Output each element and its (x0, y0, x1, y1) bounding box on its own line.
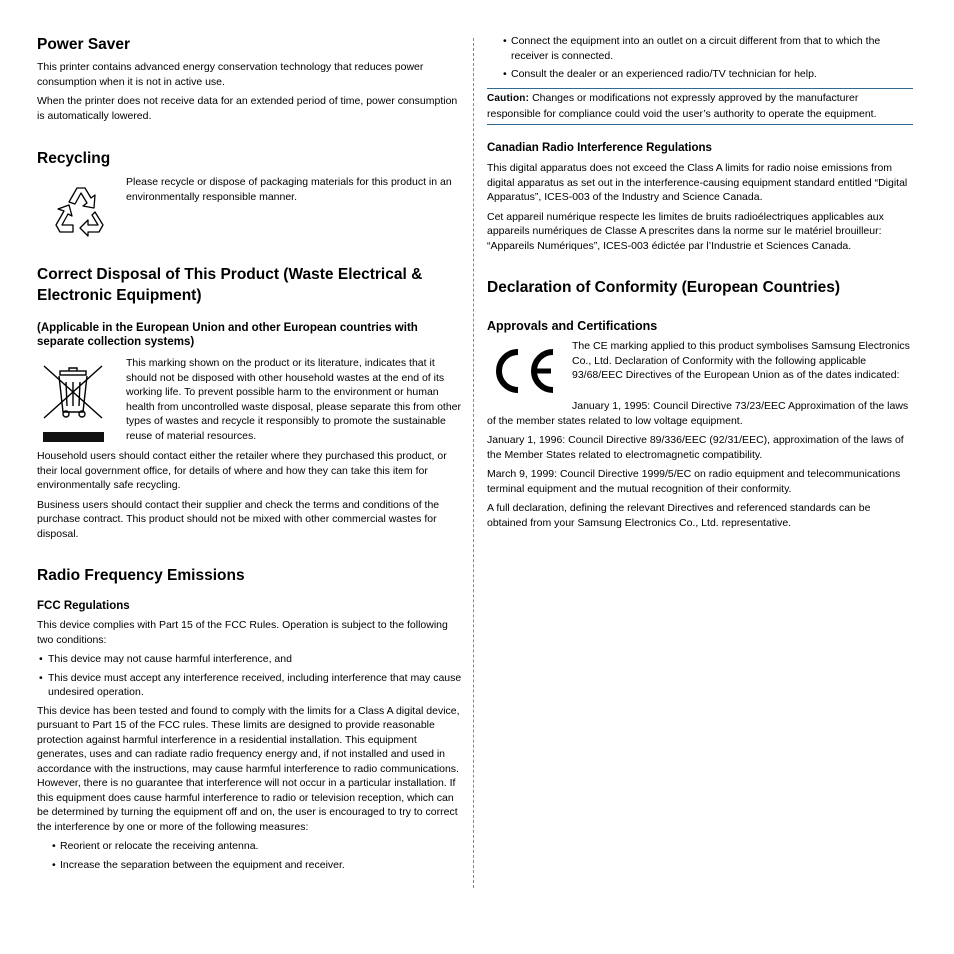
list-item: • Consult the dealer or an experienced radio/TV technician for help. (501, 67, 913, 82)
doc-title: Declaration of Conformity (European Countries) (487, 279, 841, 296)
fcc-measures-list (50, 839, 462, 872)
power-saver-section (37, 34, 462, 128)
recycle-icon (45, 180, 113, 253)
canadian-paragraph-2: Cet appareil numérique respecte les limites de bruits radioélectriques applicables aux appareils numériques de Classe A prescrites dans la norme sur le matériel brouilleur: “Appareils Numériques”, ICES-003 édictée par l’Industrie et Sciences Canada. (487, 210, 884, 252)
doc-paragraph-4: March 9, 1999: Council Directive 1999/5/EC on radio equipment and telecommunications terminal equipment and the mutual recognition of their conformity. (487, 468, 901, 495)
doc-paragraph-3: January 1, 1996: Council Directive 89/336/EEC (92/31/EEC), approximation of the laws of the Member States related to electromagnetic compatibility. (487, 434, 904, 461)
ce-text (572, 339, 913, 388)
weee-more (37, 449, 462, 546)
caution-text: Changes or modifications not expressly approved by the manufacturer responsible for compliance could void the user’s authority to operate the equipment. (487, 92, 877, 120)
recycling-title: Recycling (37, 150, 111, 167)
column-divider (473, 38, 474, 888)
power-saver-paragraph-2: When the printer does not receive data for an extended period of time, power consumption is automatically lowered. (37, 95, 458, 122)
doc-paragraph-5: A full declaration, defining the relevant Directives and referenced standards can be obtained from your Samsung Electronics Co., Ltd. representative. (487, 502, 871, 529)
power-saver-title: Power Saver (37, 36, 131, 53)
weee-subtitle: (Applicable in the European Union and other European countries with separate collection systems) (37, 322, 418, 348)
recycling-section (37, 148, 462, 169)
fcc-paragraph-2: This device has been tested and found to comply with the limits for a Class A digital device, pursuant to Part 15 of the FCC rules. These limits are designed to provide reasonable protection against harmful interference in a residential installation. This equipment generates, uses and can radiate radio frequency energy and, if not installed and used in accordance with the instructions, may cause harmful interference to radio communications. However, there is no guarantee that interference will not occur in a particular installation. If this equipment does cause harmful interference to radio or television reception, which can be determined by turning the equipment off and on, the user is encouraged to try to correct the interference by one or more of the following measures: (37, 704, 460, 833)
weee-paragraph-2: Household users should contact either the retailer where they purchased this product, or their local government office, for details of where and how they can take this item for environmentally safe recycling. (37, 450, 447, 491)
weee-paragraph-1: This marking shown on the product or its literature, indicates that it should not be disposed with other household wastes at the end of its working life. To prevent possible harm to the environment or human health from uncontrolled waste disposal, please separate this from other types of wastes and recycle it responsibly to promote the sustainable reuse of material resources. (126, 357, 462, 442)
recycling-paragraph: Please recycle or dispose of packaging materials for this product in an environmentally responsible manner. (126, 176, 452, 203)
fcc-measures-list-continued (501, 34, 913, 82)
approvals-title: Approvals and Certifications (487, 319, 658, 333)
weee-subtitle-block (37, 321, 462, 349)
fcc-measures-continued (487, 34, 913, 86)
approvals-section (487, 318, 913, 334)
caution-box (487, 88, 913, 125)
rf-title: Radio Frequency Emissions (37, 567, 245, 584)
list-item: • This device may not cause harmful interference, and (37, 652, 462, 667)
caution-paragraph (487, 91, 913, 121)
recycling-text (126, 175, 462, 209)
canadian-paragraph-1: This digital apparatus does not exceed the Class A limits for radio noise emissions from digital apparatus as set out in the interference-causing equipment standard entitled “Digital Apparatus”, ICES-003 of the Industry and Science Canada. (487, 162, 908, 203)
rf-section (37, 565, 462, 586)
canadian-section (487, 141, 913, 258)
power-saver-paragraph-1: This printer contains advanced energy conservation technology that reduces power consumption when it is not in active use. (37, 61, 424, 88)
caution-label: Caution: (487, 93, 530, 104)
weee-section (37, 264, 462, 306)
list-item: • Increase the separation between the equipment and receiver. (50, 858, 462, 873)
list-item: • Connect the equipment into an outlet on a circuit different from that to which the receiver is connected. (501, 34, 913, 63)
list-item: • Reorient or relocate the receiving antenna. (50, 839, 462, 854)
doc-paragraph-1: The CE marking applied to this product symbolises Samsung Electronics Co., Ltd. Declaration of Conformity with the following applicable 93/68/EEC Directives of the European Union as of the dates indicated: (572, 340, 910, 381)
weee-title: Correct Disposal of This Product (Waste Electrical & Electronic Equipment) (37, 266, 423, 304)
fcc-section (37, 599, 462, 876)
crossed-bin-icon (40, 360, 106, 449)
weee-text (126, 356, 462, 448)
fcc-title: FCC Regulations (37, 600, 130, 612)
fcc-conditions-list (37, 652, 462, 700)
ce-mark-icon (489, 346, 559, 401)
doc-paragraph-2: January 1, 1995: Council Directive 73/23/EEC Approximation of the laws of the member states related to low voltage equipment. (487, 400, 909, 427)
doc-section (487, 277, 913, 298)
list-item: • This device must accept any interference received, including interference that may cause undesired operation. (37, 671, 462, 700)
weee-paragraph-3: Business users should contact their supplier and check the terms and conditions of the purchase contract. This product should not be mixed with other commercial wastes for disposal. (37, 498, 440, 540)
doc-directives (487, 399, 913, 535)
canadian-title: Canadian Radio Interference Regulations (487, 142, 712, 154)
fcc-paragraph-1: This device complies with Part 15 of the FCC Rules. Operation is subject to the following two conditions: (37, 619, 448, 646)
